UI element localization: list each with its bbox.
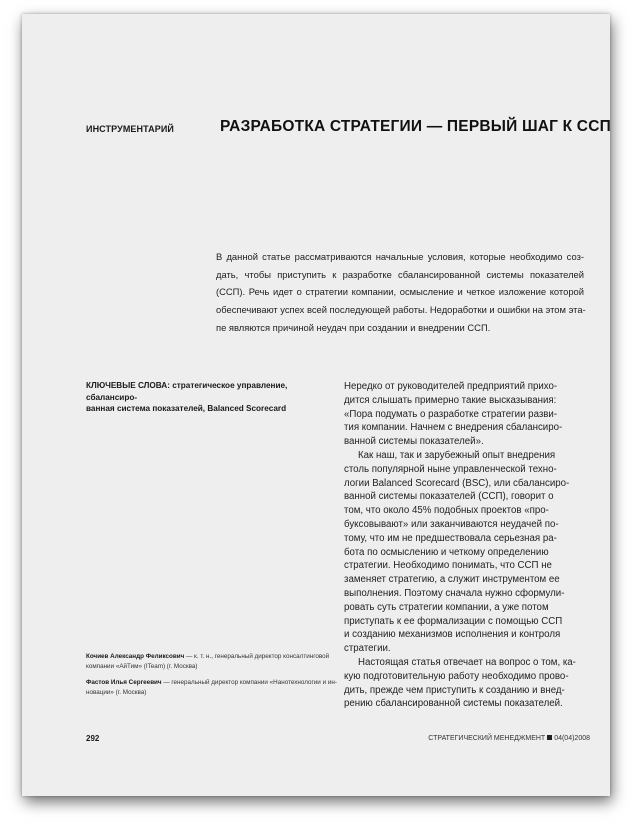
lead-line: В данной статье рассматриваются начальные условия, которые необходимо соз- — [216, 251, 584, 262]
author-name: Фастов Илья Сергеевич — [86, 679, 162, 686]
body-line: столь популярной ныне управленческой техно- — [344, 463, 557, 475]
author-line — [86, 678, 338, 688]
author-credentials: — генеральный директор компании «Нанотехнологии и ин- — [161, 679, 337, 686]
body-line: логии Balanced Scorecard (BSC), или сбалансиро- — [344, 477, 570, 489]
body-line: ванной системы показателей». — [344, 436, 484, 448]
journal-footer — [428, 735, 590, 742]
journal-name: СТРАТЕГИЧЕСКИЙ МЕНЕДЖМЕНТ — [428, 735, 546, 742]
body-line: Настоящая статья отвечает на вопрос о том, ка- — [358, 656, 576, 668]
body-line: тому, что им не предшествовала серьезная ра- — [344, 532, 557, 544]
author-line — [86, 652, 338, 662]
lead-line: пе являются причиной неудач при создании и внедрении ССП. — [216, 321, 491, 333]
keywords-line: КЛЮЧЕВЫЕ СЛОВА: стратегическое управление, сбалансиро- — [86, 381, 288, 402]
body-line: буксовывают» или заканчиваются неудачей по- — [344, 518, 559, 530]
journal-issue: 04(04)2008 — [554, 735, 590, 742]
body-line: рению сбалансированной системы показателей. — [344, 698, 563, 710]
body-line: кую подготовительную работу необходимо прово- — [344, 670, 569, 682]
body-line: «Пора подумать о разработке стратегии разви- — [344, 408, 558, 420]
body-line: дится слышать примерно такие высказывания: — [344, 394, 557, 406]
page-number: 292 — [86, 734, 100, 743]
lead-line: обеспечивают успех всей последующей работы. Недоработки и ошибки на этом эта- — [216, 304, 586, 316]
body-line: стратегии. Необходимо понимать, что ССП не — [344, 560, 552, 572]
author-credentials: — к. т. н., генеральный директор консалтинговой — [184, 653, 330, 660]
magazine-page — [22, 14, 610, 796]
author-info — [86, 678, 338, 698]
author-info — [86, 652, 338, 672]
author-affiliation: компании «АйТим» (ITeam) (г. Москва) — [86, 663, 198, 670]
lead-line: дать, чтобы приступить к разработке сбалансированной системы показателей — [216, 268, 584, 280]
body-line: стратегии. — [344, 643, 391, 655]
article-lead — [216, 248, 584, 337]
keywords-line: ванная система показателей, Balanced Scorecard — [86, 404, 287, 413]
body-line: бота по осмыслению и четкому определению — [344, 546, 549, 558]
author-name: Кочиев Александр Феликсович — [86, 653, 185, 660]
lead-line: (ССП). Речь идет о стратегии компании, осмысление и четкое изложение которой — [216, 286, 584, 298]
body-line: ровать суть стратегии компании, а уже потом — [344, 601, 549, 613]
body-line: приступать к ее формализации с помощью ССП — [344, 615, 563, 627]
author-affiliation: новации» (г. Москва) — [86, 689, 147, 696]
article-body — [344, 380, 590, 711]
article-title: РАЗРАБОТКА СТРАТЕГИИ — ПЕРВЫЙ ШАГ К ССП — [220, 118, 611, 135]
body-line: ванной системы показателей (ССП), говорит о — [344, 491, 554, 503]
body-line: и созданию механизмов исполнения и контроля — [344, 629, 561, 641]
body-line: выполнения. Поэтому сначала нужно сформули- — [344, 587, 565, 599]
body-line: заменяет стратегию, а служит инструментом ее — [344, 574, 560, 586]
square-bullet-icon — [547, 735, 552, 740]
section-label: ИНСТРУМЕНТАРИЙ — [86, 124, 174, 134]
body-line: Нередко от руководителей предприятий прихо- — [344, 381, 558, 392]
body-line: Как наш, так и зарубежный опыт внедрения — [358, 449, 556, 461]
body-line: тия компании. Начнем с внедрения сбалансиро- — [344, 422, 563, 434]
body-line: том, что около 45% подобных проектов «про- — [344, 505, 549, 517]
body-line: дить, прежде чем приступить к созданию и внед- — [344, 684, 565, 696]
keywords-block — [86, 380, 324, 415]
